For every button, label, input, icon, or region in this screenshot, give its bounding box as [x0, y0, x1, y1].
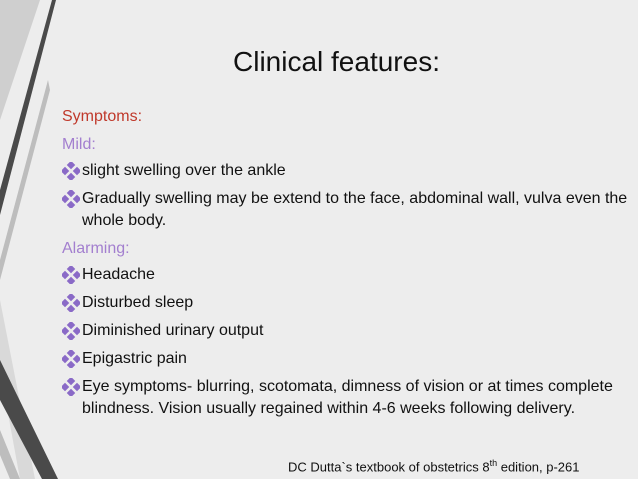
list-item — [62, 320, 638, 342]
diamond-bullet-icon — [62, 294, 80, 312]
diamond-bullet-icon — [62, 190, 80, 208]
citation — [288, 458, 580, 474]
list-item — [62, 264, 638, 286]
list-item-text: slight swelling over the ankle — [82, 162, 286, 179]
alarming-heading: Alarming: — [62, 240, 130, 257]
list-item — [62, 188, 632, 232]
list-item-text: Disturbed sleep — [82, 294, 194, 311]
diamond-bullet-icon — [62, 162, 80, 180]
diamond-bullet-icon — [62, 350, 80, 368]
list-item-text: Diminished urinary output — [82, 322, 264, 339]
list-item-text: Eye symptoms- blurring, scotomata, dimness of vision or at times complete blindness. Vision usually regained within 4-6 weeks following delivery. — [82, 378, 613, 417]
list-item — [62, 376, 638, 420]
citation-text: DC Dutta`s textbook of obstetrics 8 — [288, 459, 490, 475]
list-item — [62, 348, 638, 370]
citation-superscript: th — [489, 458, 498, 468]
diamond-bullet-icon — [62, 322, 80, 340]
list-item-text: Epigastric pain — [82, 350, 187, 367]
symptoms-heading: Symptoms: — [62, 108, 143, 125]
list-item — [62, 160, 638, 182]
content-body — [62, 106, 638, 426]
citation-text-end: edition, p-261 — [497, 459, 580, 475]
slide-title: Clinical features: — [233, 46, 440, 77]
list-item-text: Headache — [82, 266, 155, 283]
diamond-bullet-icon — [62, 378, 80, 396]
list-item — [62, 292, 638, 314]
list-item-text: Gradually swelling may be extend to the face, abdominal wall, vulva even the whole body. — [82, 190, 628, 229]
diamond-bullet-icon — [62, 266, 80, 284]
mild-heading: Mild: — [62, 136, 96, 153]
